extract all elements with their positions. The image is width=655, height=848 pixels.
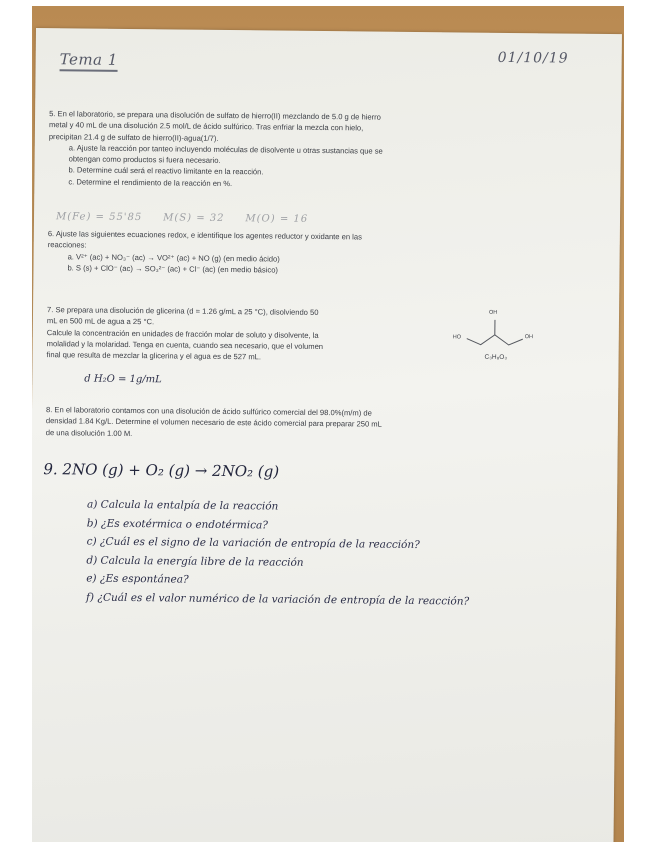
q6-item-a: a. V²⁺ (ac) + NO₃⁻ (ac) → VO²⁺ (ac) + NO (g) (en medio ácido) [67, 251, 280, 264]
q5-line: metal y 40 mL de una disolución 2.5 mol/L de ácido sulfúrico. Tras enfriar la mezcla con hielo, [48, 120, 364, 133]
title-underline [60, 69, 118, 72]
q5-item-c: c. Determine el rendimiento de la reacción en %. [68, 177, 233, 188]
q9-item-a: a) Calcula la entalpía de la reacción [86, 498, 279, 513]
q5-molar-masses-note: M(Fe) = 55'85 M(S) = 32 M(O) = 16 [55, 211, 309, 225]
q5-line: precipitan 21.4 g de sulfato de hierro(II)-agua(1/7). [48, 131, 219, 143]
question-9-items [86, 496, 587, 612]
q8-line: 8. En el laboratorio contamos con una disolución de ácido sulfúrico comercial del 98.0%(m/m) de [45, 405, 372, 418]
q8-line: de una disolución 1.00 M. [45, 427, 133, 438]
q7-line: mL en 500 mL de agua a 25 °C. [46, 316, 155, 327]
molecular-formula: C₃H₈O₃ [484, 353, 508, 361]
oh-label-top: OH [489, 309, 498, 316]
question-8 [46, 404, 516, 443]
question-5 [48, 108, 519, 192]
ho-label-left: HO [452, 334, 462, 341]
question-6 [47, 228, 517, 278]
q6-line: 6. Ajuste las siguientes ecuaciones redox, e identifique los agentes reductor y oxidante en las [47, 229, 362, 242]
q6-line: reacciones: [47, 240, 87, 250]
q9-item-c: c) ¿Cuál es el signo de la variación de entropía de la reacción? [86, 535, 420, 552]
q8-line: densidad 1.84 Kg/L. Determine el volumen necesario de este ácido comercial para preparar 250 mL [45, 416, 382, 429]
q9-item-d: d) Calcula la energía libre de la reacción [86, 554, 304, 569]
q5-item-b: b. Determine cuál será el reactivo limitante en la reacción. [68, 165, 264, 177]
q9-item-f: f) ¿Cuál es el valor numérico de la variación de entropía de la reacción? [85, 591, 470, 608]
q6-item-b: b. S (s) + ClO⁻ (ac) → SO₃²⁻ (ac) + Cl⁻ (ac) (en medio básico) [67, 263, 279, 275]
page-date: 01/10/19 [497, 49, 569, 67]
page-title: Tema 1 [59, 50, 118, 69]
question-7 [47, 304, 448, 365]
q9-equation: 9. 2NO (g) + O₂ (g) → 2NO₂ (g) [43, 460, 280, 481]
oh-label-right: OH [524, 334, 534, 341]
q5-item-a: a. Ajuste la reacción por tanteo incluyendo moléculas de disolvente u otras sustancias que se [68, 143, 383, 156]
q5-line: 5. En el laboratorio, se prepara una disolución de sulfato de hierro(II) mezclando de 5.0 g de hierro [49, 109, 381, 122]
q9-item-e: e) ¿Es espontánea? [86, 572, 189, 586]
q7-line: molalidad y la molaridad. Tenga en cuenta, cuando sea necesario, que el volumen [46, 339, 324, 351]
q7-water-density-note: d H₂O = 1g/mL [84, 373, 162, 386]
glycerin-skeletal-formula [444, 307, 555, 388]
document-photo [32, 6, 624, 842]
q5-item-a-cont: obtengan como productos si fuera necesario. [68, 154, 221, 166]
q9-item-b: b) ¿Es exotérmica o endotérmica? [86, 517, 268, 531]
paper-sheet [32, 28, 622, 842]
glycerin-structure [444, 307, 555, 388]
q7-line: Calcule la concentración en unidades de fracción molar de soluto y disolvente, la [46, 327, 319, 340]
q7-line: 7. Se prepara una disolución de glicerina (d = 1.26 g/mL a 25 °C), disolviendo 50 [47, 305, 319, 317]
q7-line: final que resulta de mezclar la glicerina y el agua es de 527 mL. [46, 350, 262, 362]
